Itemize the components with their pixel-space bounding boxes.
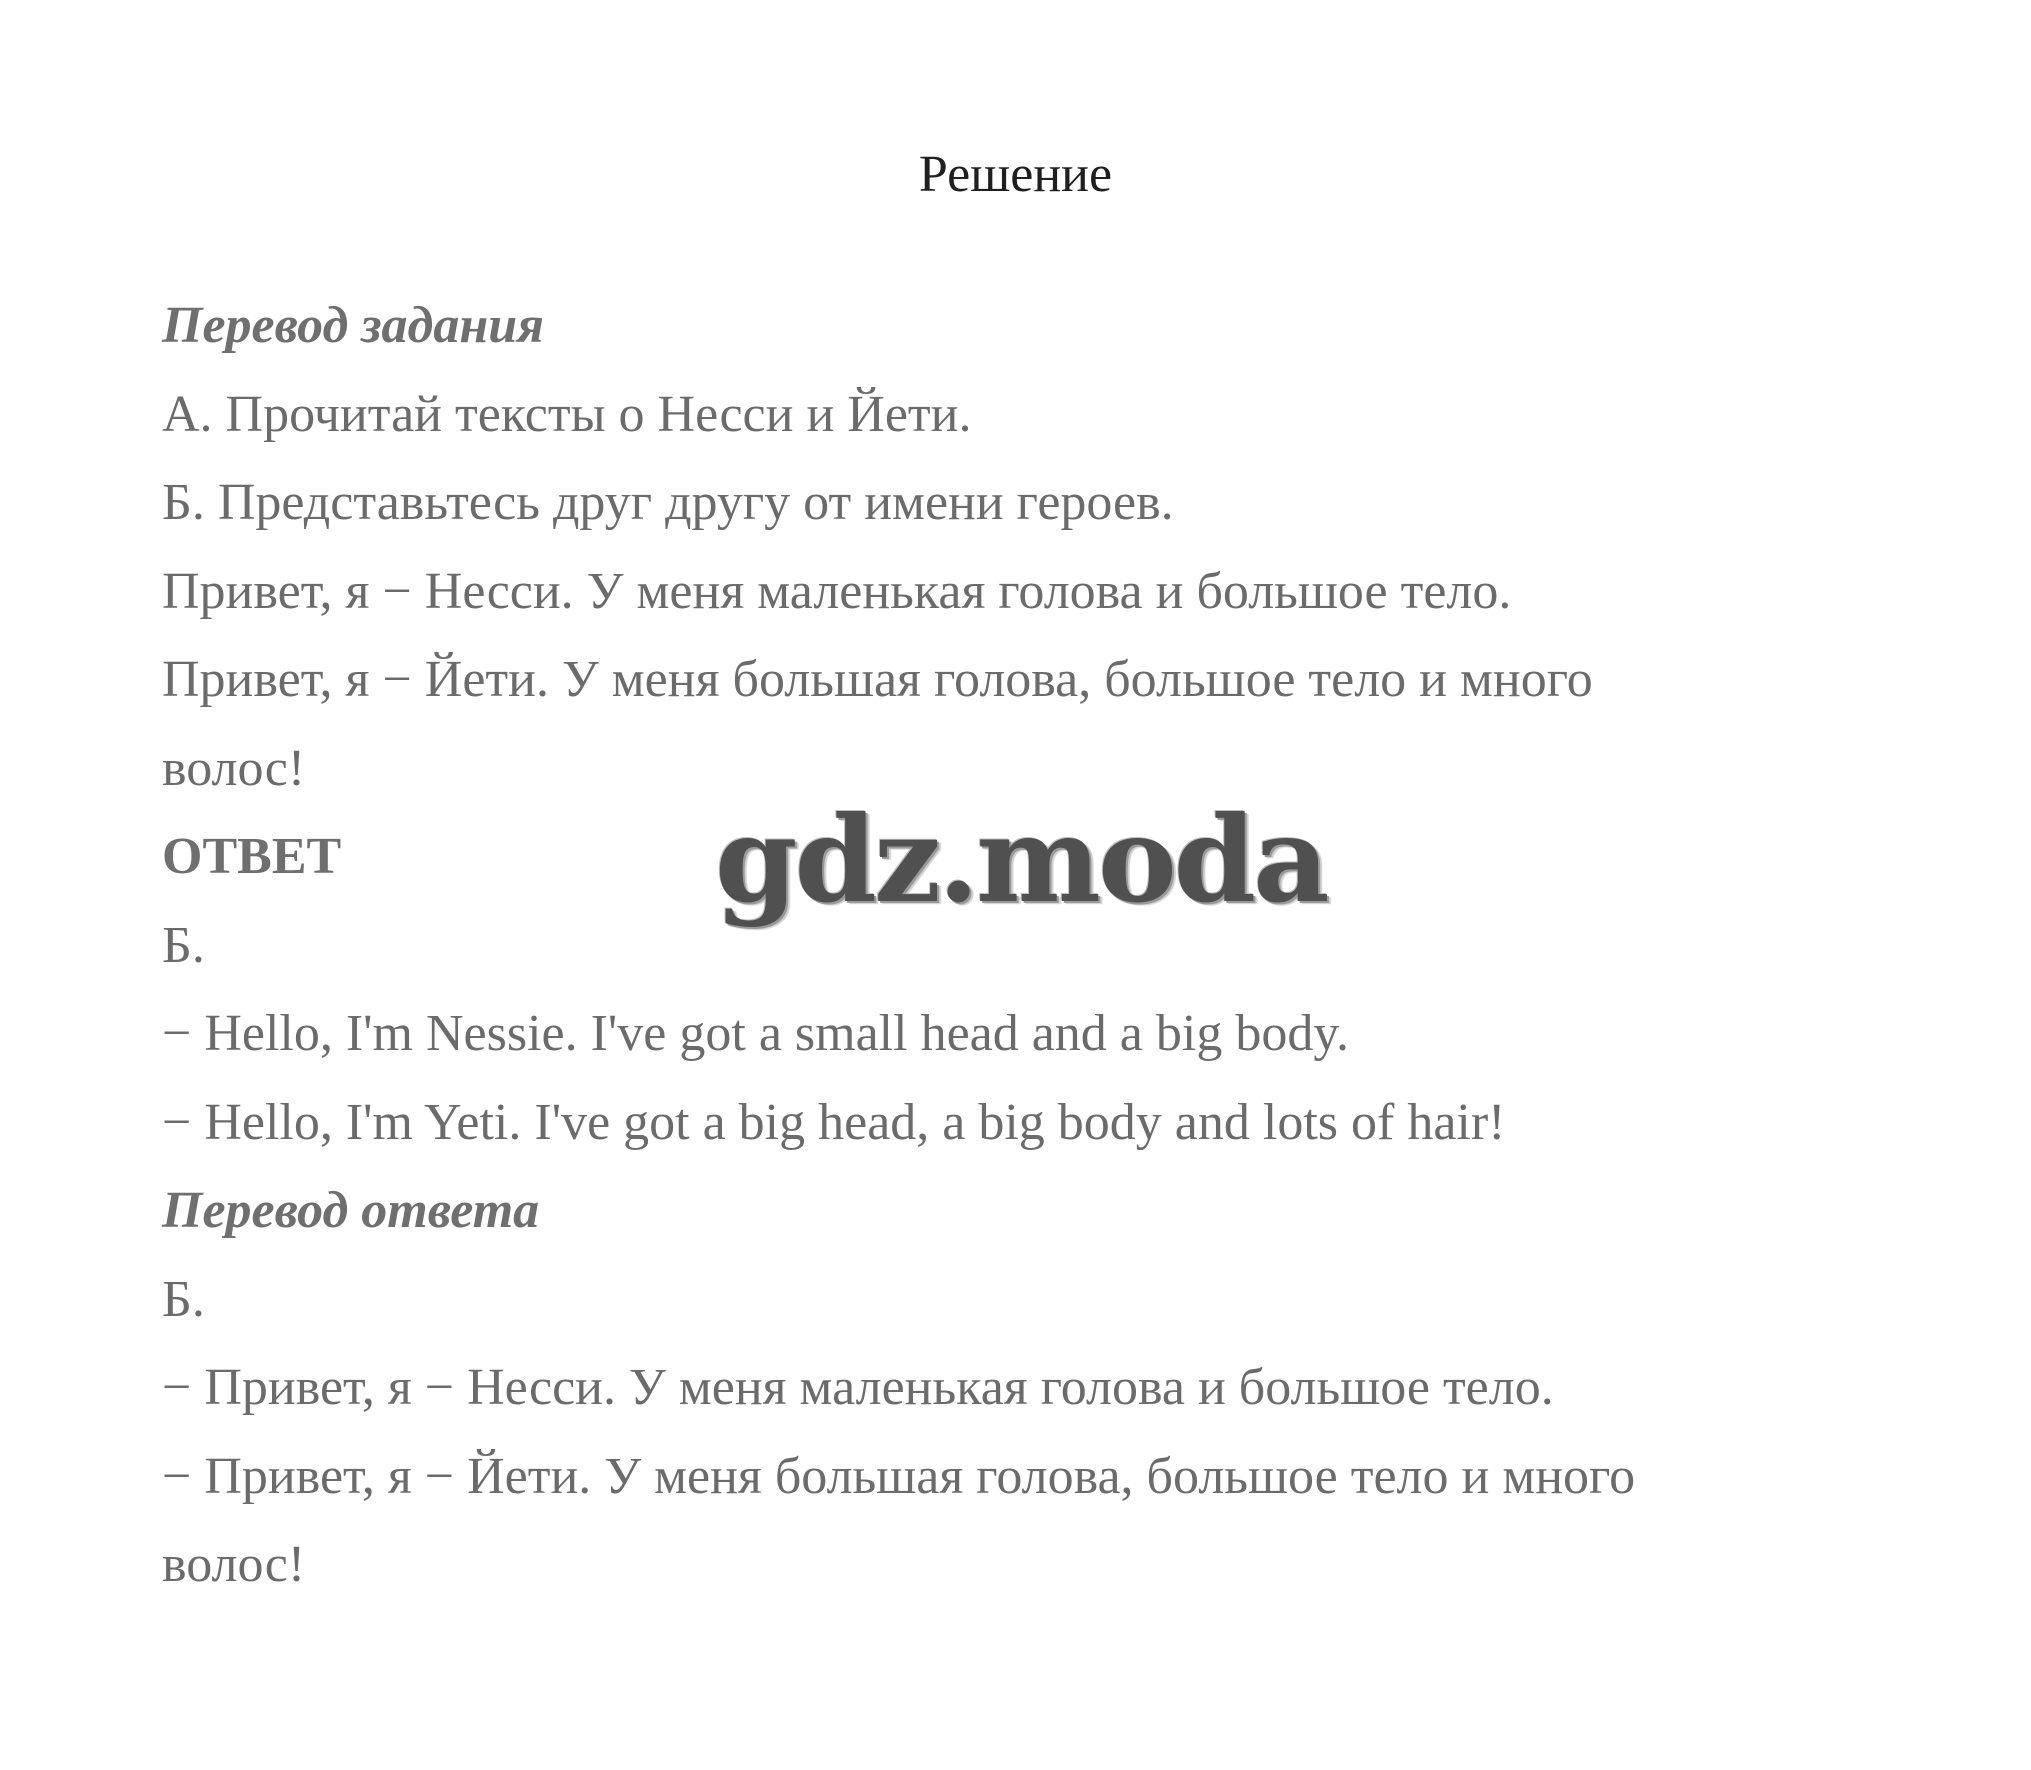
answer-translation-heading: Перевод ответа	[162, 1182, 540, 1239]
answer-line: Б.	[162, 916, 205, 974]
task-translation-line: волос!	[162, 739, 306, 797]
task-translation-line: Б. Представьтесь друг другу от имени героев.	[162, 474, 1174, 531]
watermark: gdz.moda	[715, 790, 1327, 929]
answer-translation-line: Б.	[162, 1270, 205, 1328]
task-translation-line: А. Прочитай тексты о Несси и Йети.	[162, 385, 972, 443]
answer-line: − Hello, I'm Nessie. I've got a small head and a big body.	[162, 1005, 1349, 1062]
page-title: Решение	[918, 146, 1113, 203]
document-body	[162, 282, 1922, 1610]
answer-translation-line: − Привет, я − Йети. У меня большая голова, большое тело и много	[162, 1447, 1636, 1505]
task-translation-line: Привет, я − Несси. У меня маленькая голова и большое тело.	[162, 562, 1512, 620]
answer-line: − Hello, I'm Yeti. I've got a big head, a big body and lots of hair!	[162, 1093, 1506, 1151]
answer-translation-line: − Привет, я − Несси. У меня маленькая голова и большое тело.	[162, 1359, 1554, 1416]
answer-translation-line: волос!	[162, 1536, 306, 1593]
answer-heading: ОТВЕТ	[162, 828, 342, 885]
task-translation-line: Привет, я − Йети. У меня большая голова, большое тело и много	[162, 651, 1593, 708]
task-translation-heading: Перевод задания	[162, 297, 544, 354]
